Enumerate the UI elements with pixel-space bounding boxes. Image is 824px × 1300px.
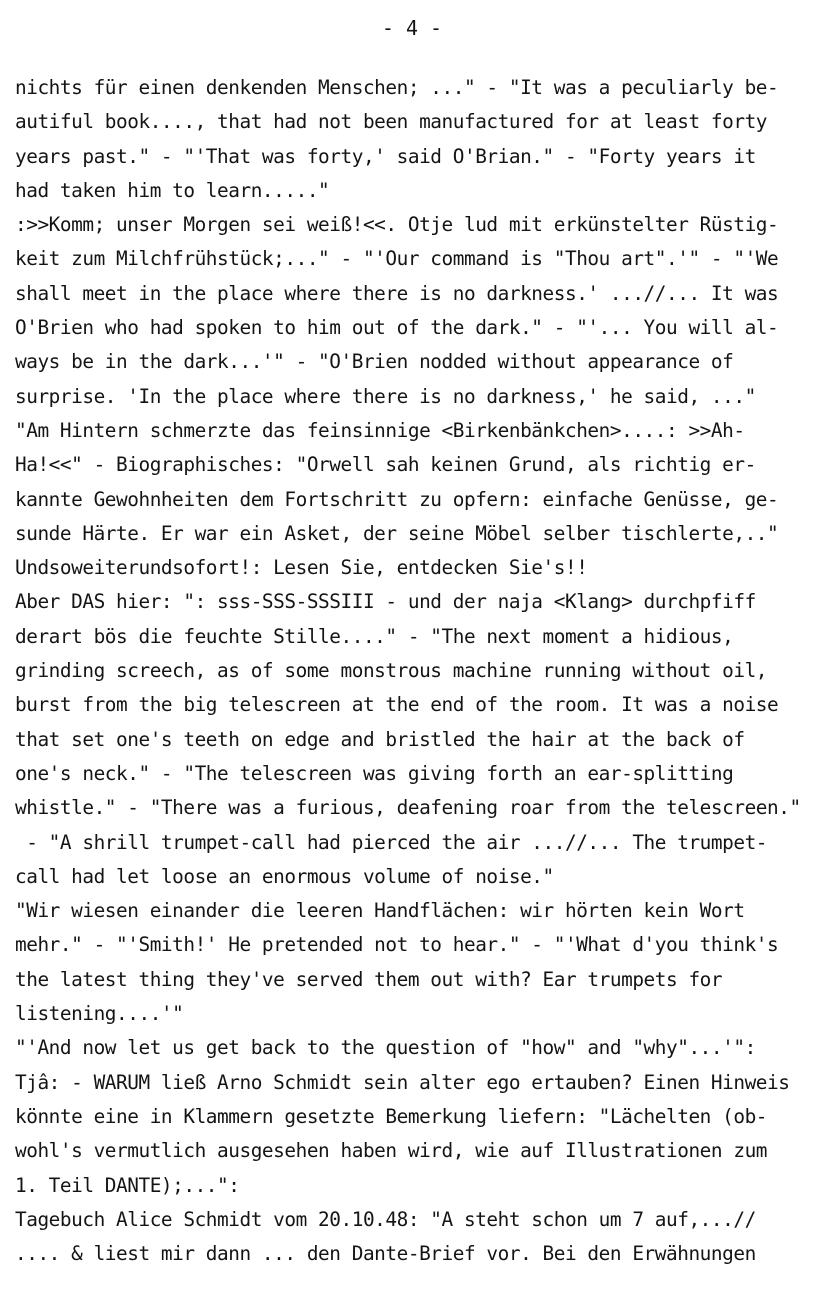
text-line: könnte eine in Klammern gesetzte Bemerkung liefern: "Lächelten (ob- [15, 1104, 768, 1128]
text-line: the latest thing they've served them out with? Ear trumpets for [15, 967, 723, 991]
text-line: 1. Teil DANTE);...": [15, 1173, 240, 1197]
page-number: - 4 - [381, 16, 443, 40]
text-line: Undsoweiterundsofort!: Lesen Sie, entdecken Sie's!! [15, 556, 588, 580]
text-line: sunde Härte. Er war ein Asket, der seine Möbel selber tischlerte,.." [15, 521, 779, 545]
text-line: O'Brien who had spoken to him out of the dark." - "'... You will al- [15, 316, 779, 340]
text-line: keit zum Milchfrühstück;..." - "'Our command is "Thou art".'" - "'We [15, 247, 779, 271]
text-line: Tagebuch Alice Schmidt vom 20.10.48: "A steht schon um 7 auf,...// [15, 1207, 756, 1231]
text-line: Aber DAS hier: ": sss-SSS-SSSIII - und der naja <Klang> durchpfiff [15, 590, 756, 614]
text-line: :>>Komm; unser Morgen sei weiß!<<. Otje lud mit erkünstelter Rüstig- [15, 213, 779, 237]
text-line: shall meet in the place where there is no darkness.' ...//... It was [15, 281, 779, 305]
text-line: "Am Hintern schmerzte das feinsinnige <Birkenbänkchen>....: >>Ah- [15, 418, 745, 442]
text-line: mehr." - "'Smith!' He pretended not to hear." - "'What d'you think's [15, 933, 779, 957]
text-line: "'And now let us get back to the question of "how" and "why"...'": [15, 1036, 756, 1060]
text-line: grinding screech, as of some monstrous machine running without oil, [15, 659, 768, 683]
text-line: nichts für einen denkenden Menschen; ..." - "It was a peculiarly be- [15, 76, 779, 99]
text-line: call had let loose an enormous volume of noise." [15, 864, 554, 888]
text-line: years past." - "'That was forty,' said O'Brian." - "Forty years it [15, 144, 756, 168]
text-line: had taken him to learn....." [15, 178, 330, 202]
text-line: - "A shrill trumpet-call had pierced the air ...//... The trumpet- [15, 830, 768, 854]
body-text [15, 71, 820, 1271]
text-line: ways be in the dark...'" - "O'Brien nodded without appearance of [15, 350, 734, 374]
text-line: Tjâ: - WARUM ließ Arno Schmidt sein alter ego ertauben? Einen Hinweis [15, 1070, 790, 1094]
text-line: listening....'" [15, 1002, 184, 1026]
text-line: Ha!<<" - Biographisches: "Orwell sah keinen Grund, als richtig er- [15, 453, 756, 477]
text-line: burst from the big telescreen at the end of the room. It was a noise [15, 693, 779, 717]
text-line: autiful book...., that had not been manufactured for at least forty [15, 110, 768, 134]
text-line: surprise. 'In the place where there is no darkness,' he said, ..." [15, 384, 756, 408]
text-line: derart bös die feuchte Stille...." - "The next moment a hidious, [15, 624, 734, 648]
text-line: .... & liest mir dann ... den Dante-Brief vor. Bei den Erwähnungen [15, 1242, 756, 1266]
text-line: whistle." - "There was a furious, deafening roar from the telescreen." [15, 796, 801, 820]
text-line: "Wir wiesen einander die leeren Handflächen: wir hörten kein Wort [15, 899, 745, 923]
text-line: kannte Gewohnheiten dem Fortschritt zu opfern: einfache Genüsse, ge- [15, 487, 779, 511]
text-line: wohl's vermutlich ausgesehen haben wird, wie auf Illustrationen zum [15, 1139, 768, 1163]
text-line: one's neck." - "The telescreen was giving forth an ear-splitting [15, 761, 734, 785]
text-line: that set one's teeth on edge and bristled the hair at the back of [15, 727, 745, 751]
